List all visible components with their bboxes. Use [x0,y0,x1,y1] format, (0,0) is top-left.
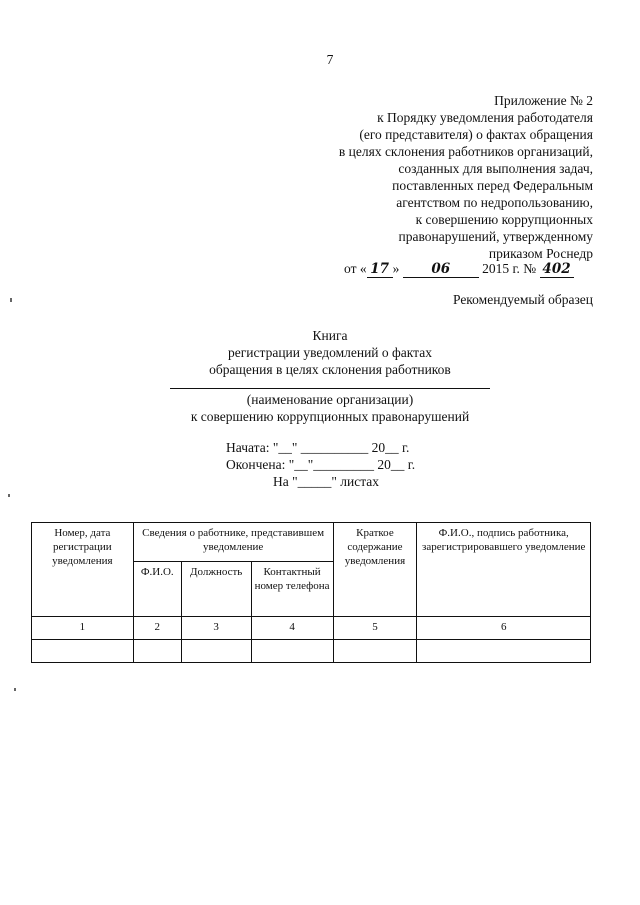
order-month: 06 [403,261,479,278]
column-number-row [32,617,591,640]
appendix-line: агентством по недропользованию, [396,195,593,210]
started-line: Начата: "__" __________ 20__ г. [226,440,410,455]
header-summary: Краткое содержание уведомления [333,523,417,617]
scan-speck [10,298,12,302]
page-number: 7 [326,52,334,67]
order-year: 2015 г. № [482,261,537,276]
empty-cell [181,640,251,663]
org-placeholder: (наименование организации) [246,392,414,407]
appendix-line: к совершению коррупционных [415,212,593,227]
column-number: 3 [181,617,251,640]
ended-line: Окончена: "__"_________ 20__ г. [226,457,416,472]
empty-cell [333,640,417,663]
appendix-line: приказом Роснедр [488,246,593,261]
column-number: 5 [333,617,417,640]
book-line: к совершению коррупционных правонарушений [190,409,470,424]
header-position: Должность [181,562,251,617]
column-number: 6 [417,617,591,640]
empty-cell [251,640,333,663]
book-line: обращения в целях склонения работников [209,362,451,377]
order-line [344,261,574,278]
appendix-line: в целях склонения работников организаций, [338,144,593,159]
sample-label: Рекомендуемый образец [452,292,593,307]
appendix-line: к Порядку уведомления работодателя [377,110,593,125]
appendix-title: Приложение № 2 [494,93,593,108]
appendix-line: поставленных перед Федеральным [392,178,593,193]
appendix-line: (его представителя) о фактах обращения [359,127,593,142]
header-employee-group: Сведения о работнике, представившем уведомление [133,523,333,562]
empty-cell [417,640,591,663]
header-registrar: Ф.И.О., подпись работника, зарегистрировавшего уведомление [417,523,591,617]
appendix-line: правонарушений, утвержденному [398,229,593,244]
book-line: регистрации уведомлений о фактах [228,345,432,360]
order-prefix: от « [344,261,367,276]
header-reg: Номер, дата регистрации уведомления [32,523,134,617]
empty-cell [32,640,134,663]
column-number: 4 [251,617,333,640]
header-fio: Ф.И.О. [133,562,181,617]
column-number: 2 [133,617,181,640]
registration-table [31,522,591,663]
order-number: 402 [540,261,574,278]
sheets-line: На "_____" листах [273,474,380,489]
scan-speck [8,494,10,497]
appendix-line: созданных для выполнения задач, [398,161,593,176]
column-number: 1 [32,617,134,640]
scan-speck [14,688,16,691]
order-day: 17 [367,261,393,278]
table-row [32,640,591,663]
org-name-line [170,388,490,389]
empty-cell [133,640,181,663]
order-mid: » [392,261,400,276]
book-title: Книга [312,328,348,343]
header-phone: Контактный номер телефона [251,562,333,617]
